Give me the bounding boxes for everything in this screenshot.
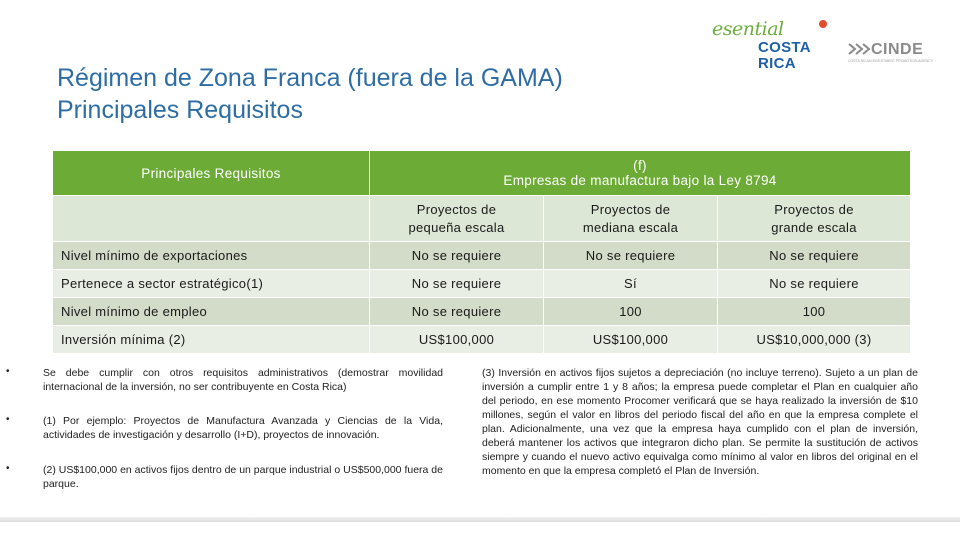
cell-value: 100 — [544, 298, 718, 326]
row-label: Pertenece a sector estratégico(1) — [53, 270, 370, 298]
cell-value: No se requiere — [718, 270, 911, 298]
cell-value: No se requiere — [370, 242, 544, 270]
row-label: Nivel mínimo de empleo — [53, 298, 370, 326]
cell-value: No se requiere — [370, 298, 544, 326]
bullet-icon: • — [6, 463, 10, 474]
subheader-blank — [53, 196, 370, 242]
essential-costa-rica-logo — [712, 18, 830, 74]
bullet-text: (2) US$100,000 en activos fijos dentro de un parque industrial o US$500,000 fuera de parque. — [43, 464, 443, 490]
cell-value: Sí — [544, 270, 718, 298]
cell-value: 100 — [718, 298, 911, 326]
logo-costa-text: COSTA — [758, 39, 811, 56]
cell-value: No se requiere — [544, 242, 718, 270]
header-law: Empresas de manufactura bajo la Ley 8794 — [503, 173, 777, 188]
col-large-scale: Proyectos de grande escala — [718, 196, 911, 242]
cinde-logo — [848, 42, 940, 66]
col-small-scale: Proyectos de pequeña escala — [370, 196, 544, 242]
cell-value: No se requiere — [370, 270, 544, 298]
title-line-1: Régimen de Zona Franca (fuera de la GAMA) — [57, 64, 563, 92]
essential-script-text: esential — [712, 18, 784, 40]
logo-dot-icon — [819, 20, 827, 28]
requirements-table — [52, 150, 911, 354]
header-manufacturing — [370, 151, 911, 196]
col-medium-scale: Proyectos de mediana escala — [544, 196, 718, 242]
cell-value: No se requiere — [718, 242, 911, 270]
bullet-text: Se debe cumplir con otros requisitos administrativos (demostrar movilidad internacional de la inversión, no ser contribuyente en Costa Rica) — [43, 367, 443, 393]
footer-divider — [0, 517, 960, 522]
bullet-icon: • — [6, 414, 10, 425]
table-subheader-row — [53, 196, 911, 242]
table-row — [53, 270, 911, 298]
table-row — [53, 326, 911, 354]
table-row — [53, 242, 911, 270]
cell-value: US$100,000 — [544, 326, 718, 354]
title-line-2: Principales Requisitos — [57, 96, 303, 124]
cell-value: US$100,000 — [370, 326, 544, 354]
row-label: Nivel mínimo de exportaciones — [53, 242, 370, 270]
cinde-tagline: COSTA RICAN INVESTMENT PROMOTION AGENCY — [848, 59, 934, 63]
footnote-3: (3) Inversión en activos fijos sujetos a depreciación (no incluye terreno). Sujeto a un plan de inversión a cumplir entre 1 y 8 años; la empresa puede completar el Plan en cualquier año del periodo, en ese momento Procomer verificará que se haya realizado la inversión de $10 millones, según el valor en libros del periodo fiscal del año en que la empresa complete el plan. Adicionalmente, una vez que la empresa haya cumplido con el plan de inversión, deberá mantener los activos que integraron dicho plan. Se permite la sustitución de activos siempre y cuando el nuevo activo equivalga como mínimo al valor en libros del original en el momento en que la empresa completó el Plan de Inversión. — [482, 367, 918, 477]
slide-title — [57, 62, 563, 126]
table-row — [53, 298, 911, 326]
header-note-f: (f) — [633, 158, 647, 173]
header-requirements: Principales Requisitos — [53, 151, 370, 196]
row-label: Inversión mínima (2) — [53, 326, 370, 354]
bullet-icon: • — [6, 366, 10, 377]
table-header-row — [53, 151, 911, 196]
cinde-word: CINDE — [871, 41, 924, 58]
cell-value: US$10,000,000 (3) — [718, 326, 911, 354]
bullet-text: (1) Por ejemplo: Proyectos de Manufactura Avanzada y Ciencias de la Vida, actividades de investigación y desarrollo (I+D), proyectos de innovación. — [43, 415, 443, 441]
cinde-mark-icon — [848, 42, 870, 56]
logo-rica-text: RICA — [758, 55, 796, 72]
